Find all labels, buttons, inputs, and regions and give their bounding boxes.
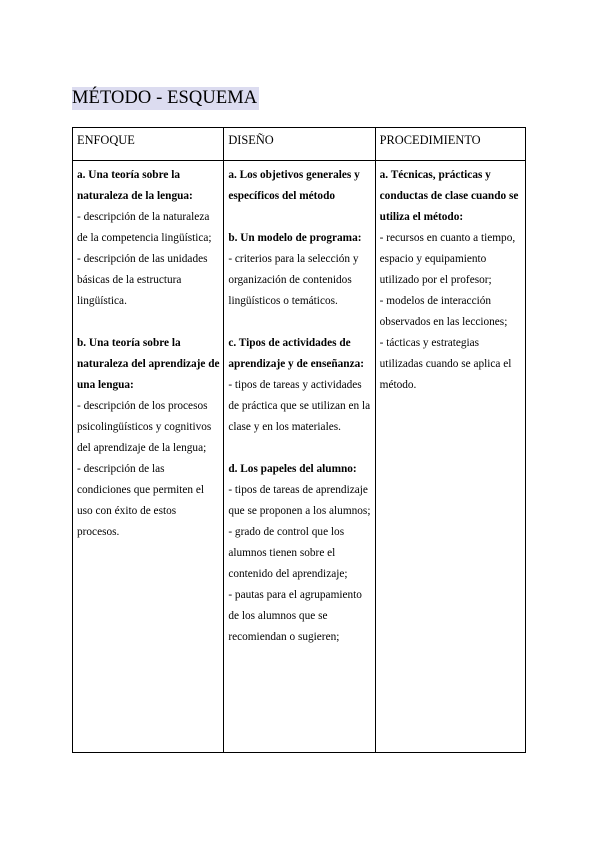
- cell-procedimiento: [375, 161, 525, 753]
- section-block: [77, 165, 220, 312]
- document-title-wrap: [72, 87, 259, 110]
- table-body-row: [73, 161, 526, 753]
- section-block: [228, 165, 371, 207]
- section-block: [228, 459, 371, 648]
- section-item: - descripción de los procesos psicolingüísticos y cognitivos del aprendizaje de la lengua;: [77, 400, 212, 454]
- section-item: - recursos en cuanto a tiempo, espacio y equipamiento utilizado por el profesor;: [379, 232, 516, 286]
- section-item: - descripción de las condiciones que permiten el uso con éxito de estos procesos.: [77, 463, 205, 538]
- cell-enfoque: [73, 161, 224, 753]
- section-heading: a. Los objetivos generales y específicos del método: [228, 169, 360, 202]
- section-item: - criterios para la selección y organización de contenidos lingüísticos o temáticos.: [228, 253, 359, 307]
- cell-diseno: [224, 161, 375, 753]
- table-header-row: [73, 128, 526, 161]
- section-item: - pautas para el agrupamiento de los alumnos que se recomiendan o sugieren;: [228, 589, 362, 643]
- section-heading: d. Los papeles del alumno:: [228, 463, 357, 475]
- section-item: - tipos de tareas de aprendizaje que se proponen a los alumnos;: [228, 484, 371, 517]
- section-heading: a. Técnicas, prácticas y conductas de clase cuando se utiliza el método:: [379, 169, 519, 223]
- section-item: - descripción de las unidades básicas de la estructura lingüística.: [77, 253, 208, 307]
- section-item: - tipos de tareas y actividades de práctica que se utilizan en la clase y en los materiales.: [228, 379, 371, 433]
- document-title: MÉTODO - ESQUEMA: [72, 88, 258, 108]
- section-block: [380, 165, 522, 396]
- method-scheme-table: [72, 127, 526, 753]
- section-heading: c. Tipos de actividades de aprendizaje y de enseñanza:: [228, 337, 364, 370]
- section-block: [77, 333, 220, 543]
- section-item: - grado de control que los alumnos tienen sobre el contenido del aprendizaje;: [228, 526, 348, 580]
- section-item: - descripción de la naturaleza de la competencia lingüística;: [77, 211, 212, 244]
- header-procedimiento: PROCEDIMIENTO: [375, 128, 525, 161]
- section-heading: a. Una teoría sobre la naturaleza de la lengua:: [77, 169, 193, 202]
- header-diseno: DISEÑO: [224, 128, 375, 161]
- section-item: - modelos de interacción observados en las lecciones;: [379, 295, 508, 328]
- header-enfoque: ENFOQUE: [73, 128, 224, 161]
- section-heading: b. Una teoría sobre la naturaleza del aprendizaje de una lengua:: [77, 337, 220, 391]
- section-item: - tácticas y estrategias utilizadas cuando se aplica el método.: [379, 337, 512, 391]
- section-block: [228, 333, 371, 438]
- section-heading: b. Un modelo de programa:: [228, 232, 362, 244]
- section-block: [228, 228, 371, 312]
